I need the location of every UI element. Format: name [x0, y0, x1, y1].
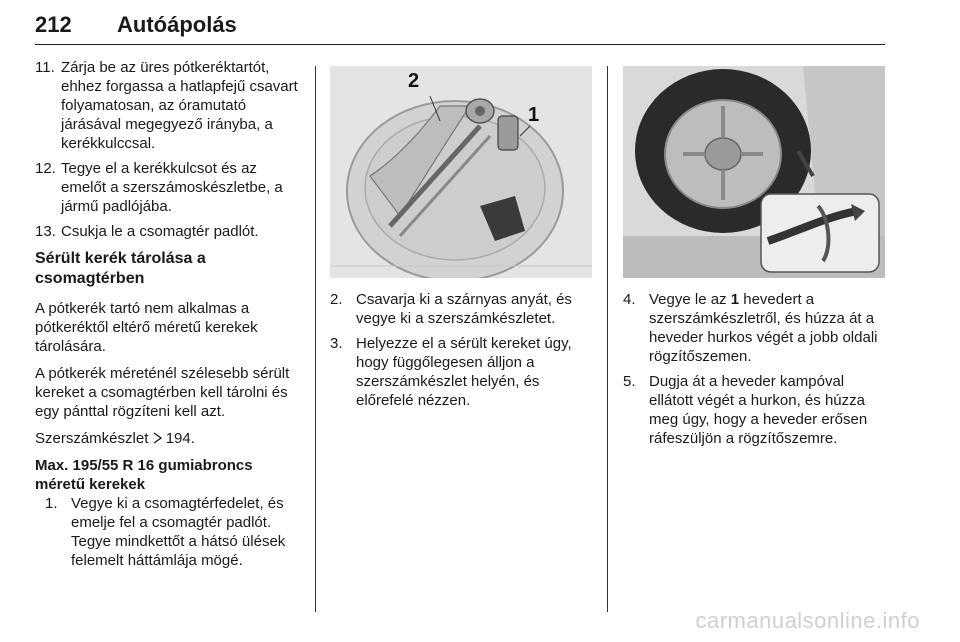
column-2 [330, 290, 592, 416]
cross-reference: Szerszámkészlet 194. [35, 430, 195, 447]
page-title: Autóápolás [117, 12, 237, 37]
paragraph: A pótkerék méreténél szélesebb sérült kereket a csomagtérben kell tárolni és egy pánttal rögzíteni kell azt. [35, 365, 290, 420]
list-item: 4. Vegye le az 1 hevedert a szerszámkészletről, és húzza át a heveder hurkos végét a jobb oldali rögzítőszemen. [623, 291, 878, 365]
watermark: carmanualsonline.info [695, 608, 920, 633]
steps-list-a [35, 58, 303, 241]
list-item: 11. Zárja be az üres pótkeréktartót, ehhez forgassa a hatlapfejű csavart folyamatosan, az óramutató járásával megegyező irányba, a kerékkulccsal. [35, 59, 298, 152]
figure-wheel-strap-illustration [623, 66, 885, 278]
list-item: 3. Helyezze el a sérült kereket úgy, hogy függőlegesen álljon a szerszámkészlet helyén, és előrefelé nézzen. [330, 335, 572, 409]
callout-label-2: 2 [408, 70, 420, 92]
list-item: 1. Vegye ki a csomagtérfedelet, és emelje fel a csomagtér padlót. Tegye mindkettőt a hátsó ülések felemelt háttámlája mögé. [45, 495, 286, 569]
column-divider [315, 66, 316, 612]
paragraph: A pótkerék tartó nem alkalmas a pótkeréktől eltérő méretű kerekek tárolására. [35, 300, 258, 355]
figure-tool-kit-illustration [330, 66, 592, 278]
section-title: Sérült kerék tárolása a csomagtérben [35, 250, 206, 287]
steps-list-d [623, 290, 889, 448]
list-item: 2. Csavarja ki a szárnyas anyát, és vegye ki a szerszámkészletet. [330, 291, 572, 327]
steps-list-b [45, 494, 303, 570]
column-1 [35, 58, 303, 576]
subheading: Max. 195/55 R 16 gumiabroncs méretű kerekek [35, 457, 253, 493]
reference-arrow-icon [153, 430, 166, 447]
list-item: 12. Tegye el a kerékkulcsot és az emelőt a szerszámoskészletbe, a jármű padlójába. [35, 160, 283, 215]
list-item: 13. Csukja le a csomagtér padlót. [35, 223, 259, 240]
page-header [35, 8, 885, 45]
list-item: 5. Dugja át a heveder kampóval ellátott végét a hurkon, és húzza meg úgy, hogy a heveder erősen ráfeszüljön a rögzítőszemre. [623, 373, 868, 447]
column-3 [623, 290, 889, 454]
page-number: 212 [35, 12, 72, 37]
steps-list-c [330, 290, 592, 410]
column-divider [607, 66, 608, 612]
callout-label-1: 1 [528, 104, 540, 126]
